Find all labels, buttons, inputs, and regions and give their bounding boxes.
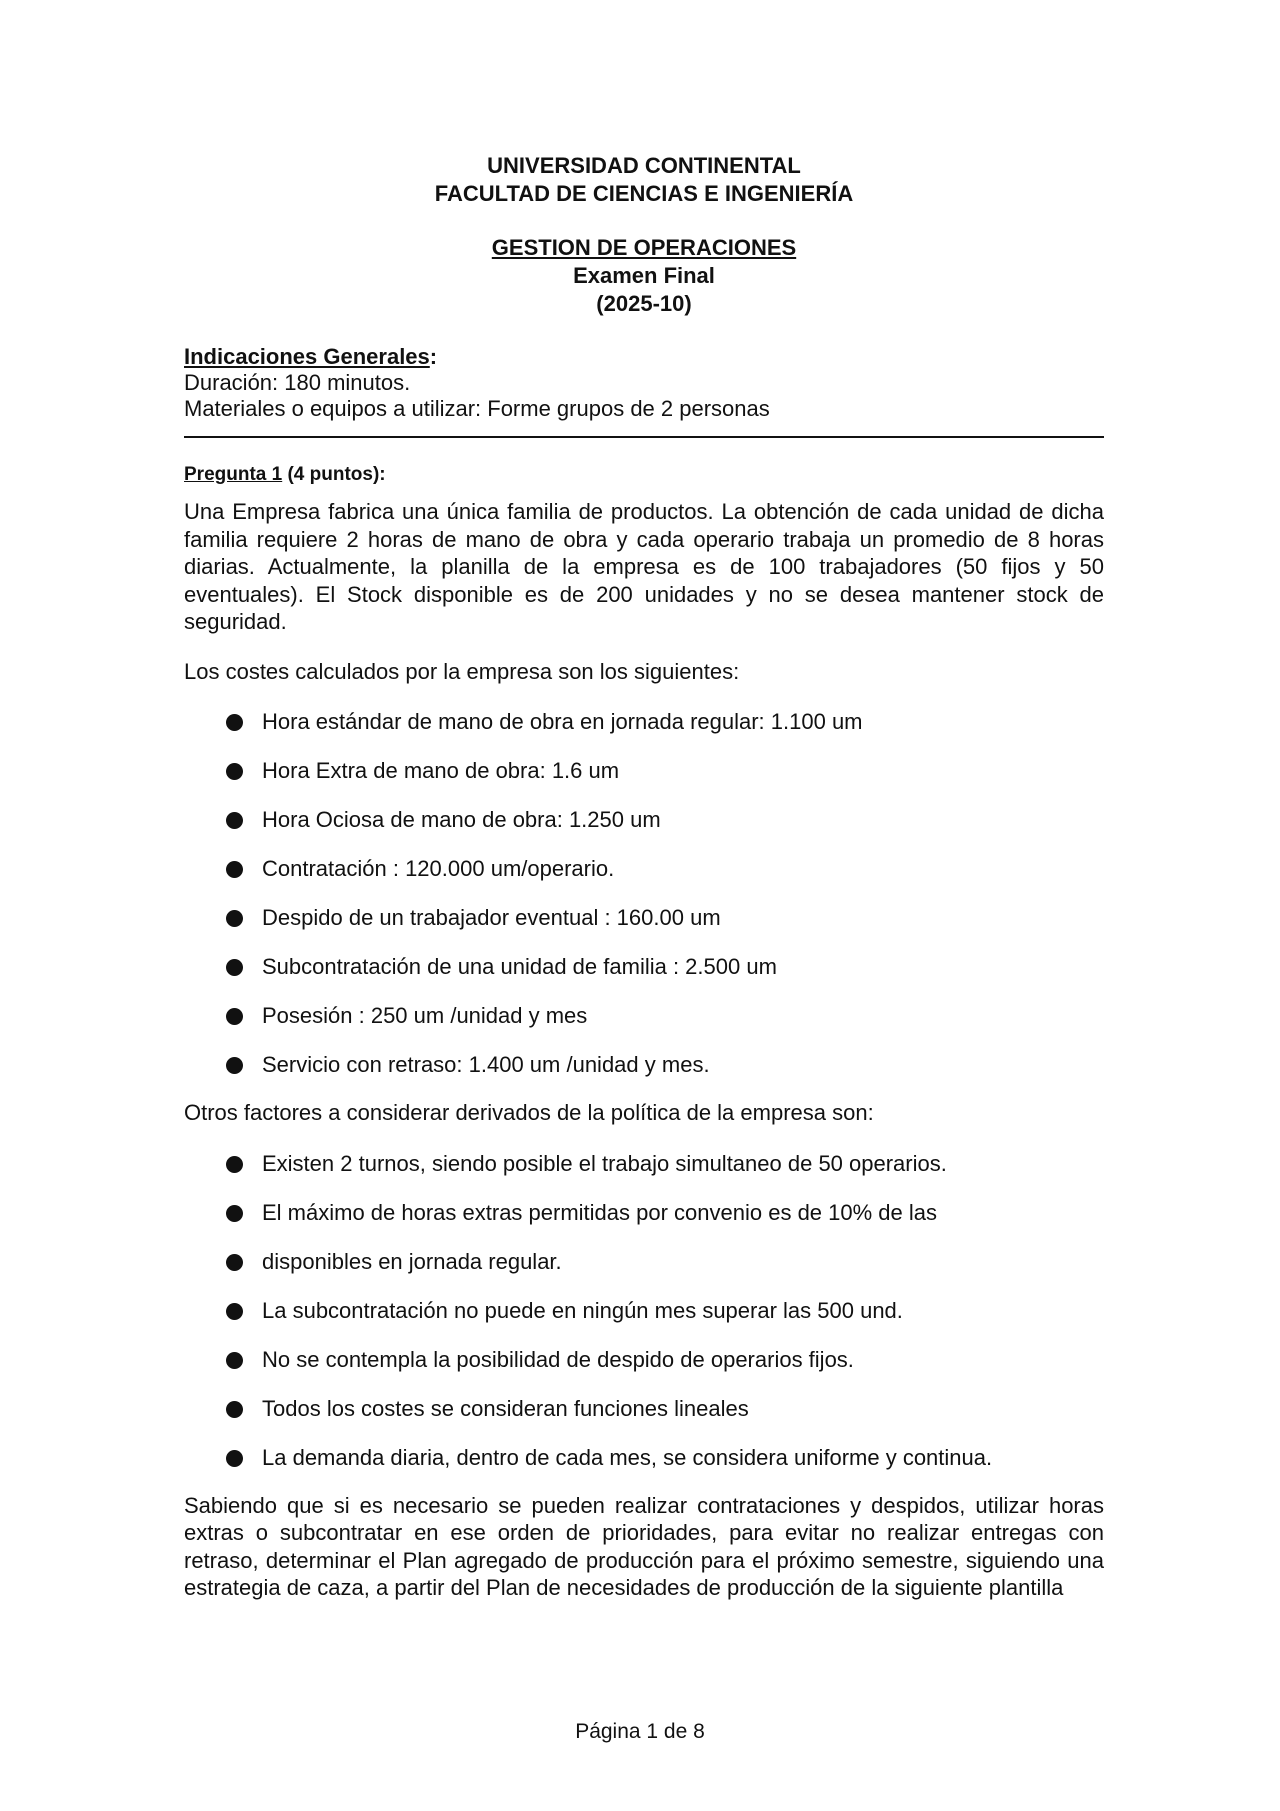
bullet-icon xyxy=(226,1303,243,1320)
indications-heading-colon: : xyxy=(429,344,438,369)
bullet-icon xyxy=(226,1254,243,1271)
cost-item-text: Contratación : 120.000 um/operario. xyxy=(262,856,615,881)
bullet-icon xyxy=(226,861,243,878)
factor-item-text: El máximo de horas extras permitidas por convenio es de 10% de las xyxy=(262,1199,938,1225)
list-item xyxy=(226,952,1104,1001)
costs-intro: Los costes calculados por la empresa son los siguientes: xyxy=(184,658,740,684)
bullet-icon xyxy=(226,812,243,829)
bullet-icon xyxy=(226,763,243,780)
exam-header xyxy=(184,234,1104,318)
section-divider xyxy=(184,436,1104,438)
course-title: GESTION DE OPERACIONES xyxy=(491,235,797,260)
cost-item-text: Posesión : 250 um /unidad y mes xyxy=(262,1003,588,1028)
exam-title: Examen Final xyxy=(573,263,715,288)
cost-item-text: Hora Extra de mano de obra: 1.6 um xyxy=(262,758,620,783)
cost-item-text: Hora estándar de mano de obra en jornada regular: 1.100 um xyxy=(262,709,863,734)
question-1-closing: Sabiendo que si es necesario se pueden realizar contrataciones y despidos, utilizar horas extras o subcontratar en ese orden de prioridades, para evitar no realizar entregas con retraso, determinar el Plan agregado de producción para el próximo semestre, siguiendo una estrategia de caza, a partir del Plan de necesidades de producción de la siguiente plantilla xyxy=(184,1492,1104,1600)
cost-item-text: Hora Ociosa de mano de obra: 1.250 um xyxy=(262,807,661,832)
exam-page xyxy=(184,152,1104,1624)
bullet-icon xyxy=(226,1057,243,1074)
bullet-icon xyxy=(226,1401,243,1418)
list-item xyxy=(226,707,1104,756)
list-item xyxy=(226,1001,1104,1050)
list-item xyxy=(226,805,1104,854)
cost-item-text: Despido de un trabajador eventual : 160.00 um xyxy=(262,905,721,930)
question-1-intro: Una Empresa fabrica una única familia de productos. La obtención de cada unidad de dicha familia requiere 2 horas de mano de obra y cada operario trabaja un promedio de 8 horas diarias. Actualmente, la planilla de la empresa es de 100 trabajadores (50 fijos y 50 eventuales). El Stock disponible es de 200 unidades y no se desea mantener stock de seguridad. xyxy=(184,499,1104,634)
factor-item-text: Existen 2 turnos, siendo posible el trabajo simultaneo de 50 operarios. xyxy=(262,1150,947,1176)
indications-heading xyxy=(184,344,1104,370)
cost-item-text: Servicio con retraso: 1.400 um /unidad y mes. xyxy=(262,1052,710,1077)
list-item xyxy=(226,1149,1104,1198)
question-1-label: Pregunta 1 xyxy=(184,464,283,485)
list-item xyxy=(226,1247,1104,1296)
indications-heading-text: Indicaciones Generales xyxy=(184,344,430,369)
bullet-icon xyxy=(226,714,243,731)
page-number: Página 1 de 8 xyxy=(575,1720,705,1743)
bullet-icon xyxy=(226,910,243,927)
bullet-icon xyxy=(226,1008,243,1025)
materials-text: Materiales o equipos a utilizar: Forme grupos de 2 personas xyxy=(184,396,770,421)
factor-item-text: La subcontratación no puede en ningún mes superar las 500 und. xyxy=(262,1297,903,1323)
question-1-points: (4 puntos): xyxy=(282,464,386,485)
bullet-icon xyxy=(226,1205,243,1222)
university-name: UNIVERSIDAD CONTINENTAL xyxy=(487,153,801,178)
factor-item-text: Todos los costes se consideran funciones lineales xyxy=(262,1395,749,1421)
bullet-icon xyxy=(226,1450,243,1467)
faculty-name: FACULTAD DE CIENCIAS E INGENIERÍA xyxy=(434,181,854,206)
institution-header xyxy=(184,152,1104,208)
bullet-icon xyxy=(226,1156,243,1173)
exam-term: (2025-10) xyxy=(596,291,692,316)
list-item xyxy=(226,1345,1104,1394)
list-item xyxy=(226,1443,1104,1492)
list-item xyxy=(226,1296,1104,1345)
factor-item-text: No se contempla la posibilidad de despido de operarios fijos. xyxy=(262,1346,854,1372)
factors-list xyxy=(184,1149,1104,1492)
list-item xyxy=(226,854,1104,903)
factors-intro: Otros factores a considerar derivados de la política de la empresa son: xyxy=(184,1100,874,1125)
cost-item-text: Subcontratación de una unidad de familia : 2.500 um xyxy=(262,954,777,979)
duration-text: Duración: 180 minutos. xyxy=(184,370,411,395)
list-item xyxy=(226,903,1104,952)
costs-list xyxy=(184,707,1104,1099)
question-1-title xyxy=(184,464,1104,486)
list-item xyxy=(226,1394,1104,1443)
bullet-icon xyxy=(226,959,243,976)
list-item xyxy=(226,756,1104,805)
factor-item-text: La demanda diaria, dentro de cada mes, se considera uniforme y continua. xyxy=(262,1444,993,1470)
general-indications xyxy=(184,344,1104,422)
list-item xyxy=(226,1050,1104,1099)
bullet-icon xyxy=(226,1352,243,1369)
factor-item-text: disponibles en jornada regular. xyxy=(262,1248,562,1274)
list-item xyxy=(226,1198,1104,1247)
